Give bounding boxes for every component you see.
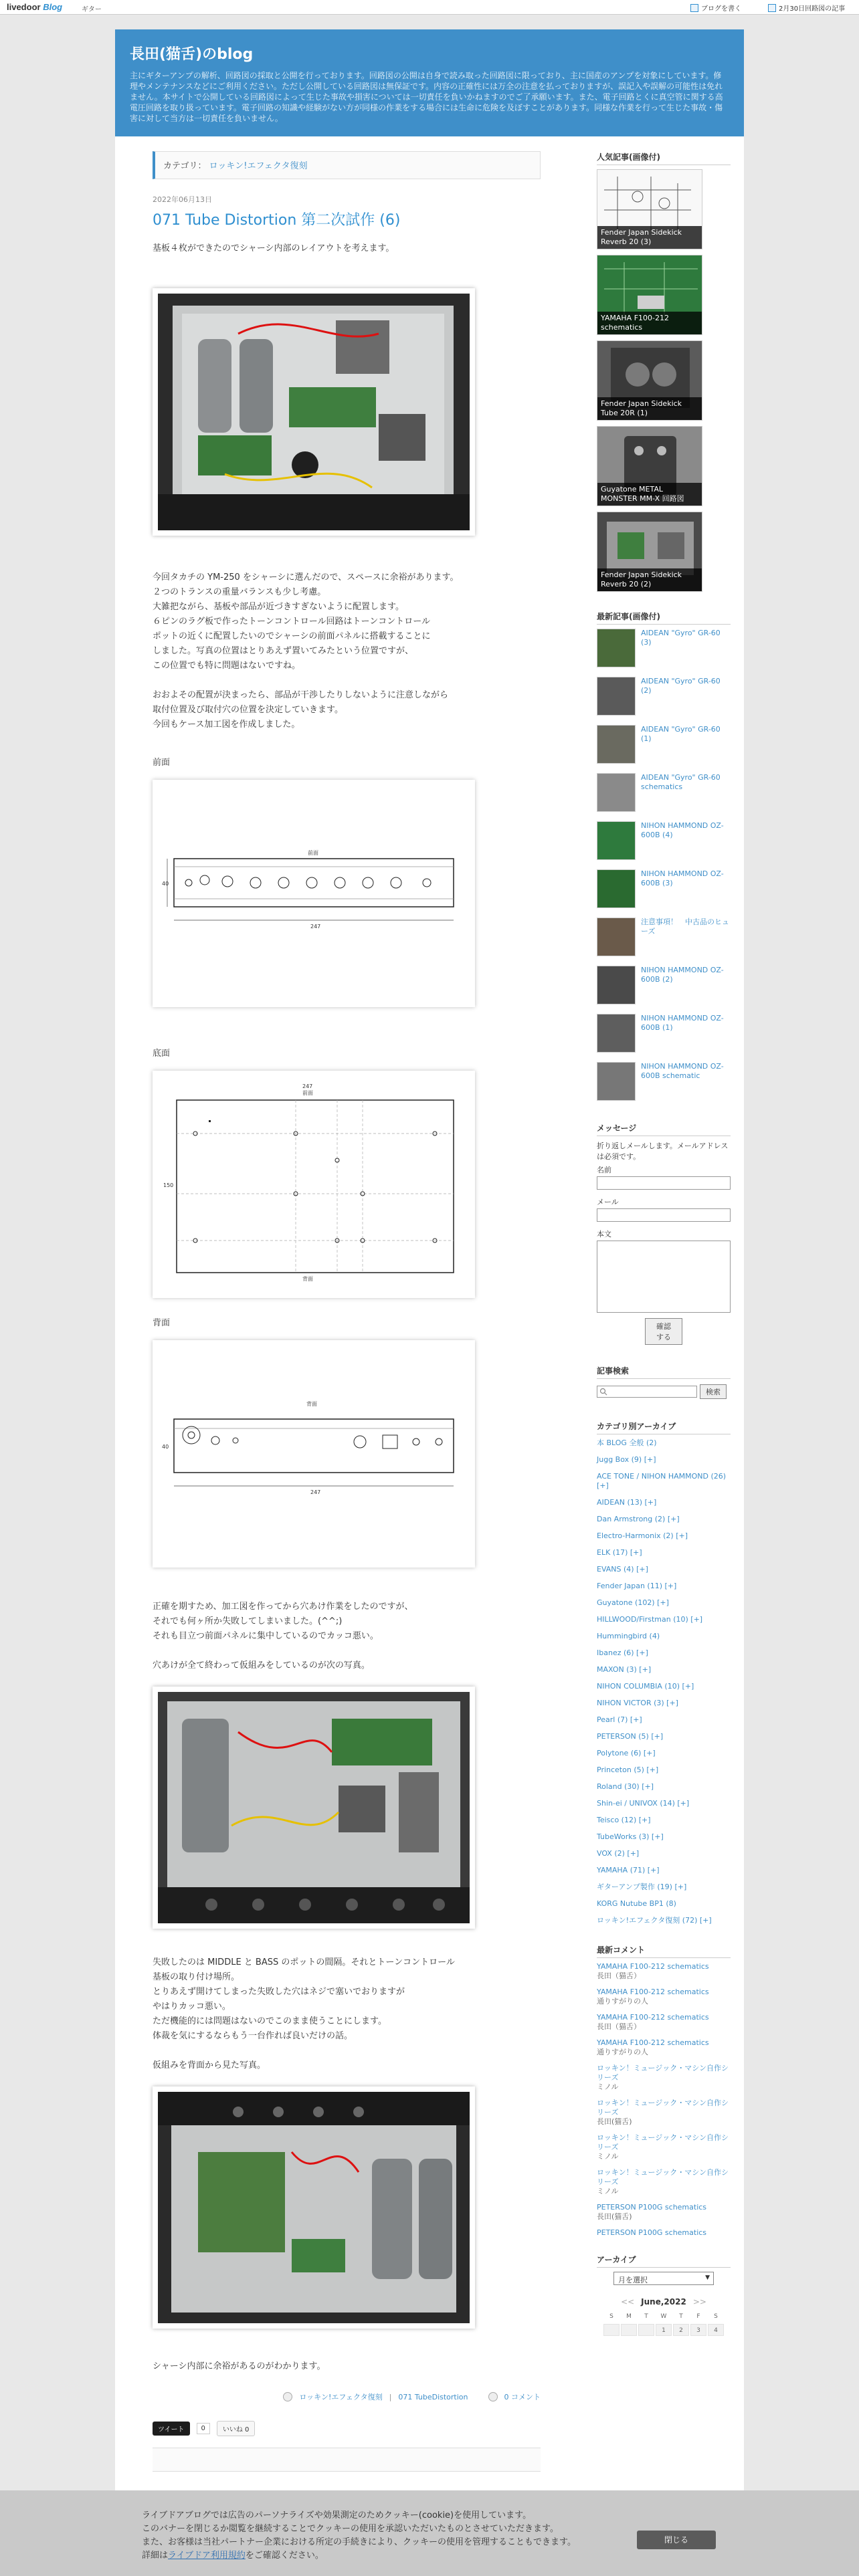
category-header [153, 151, 541, 179]
assembly-photo [158, 1692, 470, 1923]
recent-comment-author: 長田（猫舌） [597, 2022, 641, 2031]
tweet-button[interactable]: ツイート [153, 2422, 190, 2436]
latest-link[interactable]: AIDEAN "Gyro" GR-60 (3) [641, 629, 721, 647]
category-archive-link[interactable]: 本 BLOG 全般 (2) [597, 1438, 657, 1447]
p4-line: 正確を期すため、加工図を作ってから穴あけ作業をしたのですが、 [153, 1602, 413, 1612]
bottom-dim-height: 150 [163, 1182, 174, 1188]
category-archive-link[interactable]: TubeWorks (3) [+] [597, 1832, 664, 1841]
back-panel-drawing[interactable] [153, 1340, 475, 1568]
p6-line: やはりカッコ悪い。 [153, 2002, 231, 2012]
recent-comment-link[interactable]: YAMAHA F100-212 schematics [597, 2038, 709, 2047]
recent-comment [597, 2038, 731, 2057]
category-archive-link[interactable]: Hummingbird (4) [597, 1632, 660, 1640]
calendar-icon [768, 4, 776, 12]
paragraph-failures [153, 1955, 541, 2044]
bottom-drawing-front: 前面 [302, 1090, 313, 1096]
calendar-day[interactable]: 1 [656, 2324, 672, 2336]
p2-line: 今回タカチの YM-250 をシャーシに選んだので、スペースに余裕があります。 [153, 572, 459, 582]
p3-line: 今回もケース加工図を作成しました。 [153, 720, 300, 730]
latest-item[interactable] [597, 1062, 731, 1103]
category-archive-link[interactable]: Electro-Harmonix (2) [+] [597, 1531, 688, 1540]
popular-caption: Fender Japan Sidekick Reverb 20 (2) [597, 568, 702, 591]
recent-comment-author: 通りすがりの人 [597, 2048, 648, 2056]
recent-comment [597, 2203, 731, 2222]
recent-comment-author: ミノル [597, 2082, 619, 2091]
calendar-weekday: M [626, 2313, 632, 2320]
category-icon [283, 2392, 292, 2401]
recent-comment [597, 2133, 731, 2161]
category-archive-link[interactable]: HILLWOOD/Firstman (10) [+] [597, 1615, 703, 1624]
message-title: メッセージ [597, 1122, 731, 1136]
calendar-month: June,2022 [641, 2297, 686, 2306]
latest-link[interactable]: AIDEAN "Gyro" GR-60 (2) [641, 677, 721, 695]
calendar-weekday: S [714, 2313, 718, 2320]
recent-comment [597, 2099, 731, 2127]
latest-thumb [597, 1062, 636, 1101]
message-body-field[interactable] [597, 1241, 731, 1313]
latest-link[interactable]: NIHON HAMMOND OZ-600B (2) [641, 966, 724, 984]
front-panel-drawing[interactable] [153, 780, 475, 1007]
recent-comment [597, 2228, 731, 2238]
p6-line: とりあえず開けてしまった失敗した穴はネジで塞いでおりますが [153, 1987, 405, 1997]
p3-line: 取付位置及び取付穴の位置を決定していきます。 [153, 705, 343, 715]
name-field[interactable] [597, 1176, 731, 1190]
back-dim-height: 40 [162, 1444, 169, 1450]
latest-thumb [597, 918, 636, 956]
latest-link[interactable]: AIDEAN "Gyro" GR-60 schematics [641, 773, 721, 791]
recent-comment-link[interactable]: YAMAHA F100-212 schematics [597, 1988, 709, 1996]
latest-thumb [597, 869, 636, 908]
p6-line: ただ機能的には問題はないのでこのまま使うことにします。 [153, 2016, 387, 2026]
recent-comment [597, 2013, 731, 2032]
today-article-label: 2月30日回路図の記事 [779, 5, 846, 13]
chassis-photo-2[interactable] [153, 1687, 475, 1929]
recent-comment-link[interactable]: ロッキン！ミュージック・マシン自作シリーズ [597, 2064, 729, 2082]
calendar-day [603, 2324, 619, 2336]
category-archive-link[interactable]: Guyatone (102) [+] [597, 1598, 669, 1607]
p2-line: この位置でも特に問題はないですね。 [153, 661, 301, 671]
post-footer [153, 2389, 541, 2405]
calendar-day [621, 2324, 637, 2336]
bottom-drawing-back: 背面 [302, 1276, 313, 1282]
bottom-drawing-svg [162, 1080, 466, 1289]
latest-thumb [597, 677, 636, 716]
recent-comment-link[interactable]: ロッキン！ミュージック・マシン自作シリーズ [597, 2133, 729, 2151]
p4-line: それも目立つ前面パネルに集中しているのでカッコ悪い。 [153, 1631, 379, 1641]
category-archive-link[interactable]: NIHON COLUMBIA (10) [+] [597, 1682, 694, 1691]
latest-title: 最新記事(画像付) [597, 611, 731, 625]
latest-link[interactable]: NIHON HAMMOND OZ-600B (4) [641, 821, 724, 839]
logo-livedoor-text: livedoor [7, 2, 41, 12]
popular-item[interactable] [597, 169, 702, 249]
recent-comment-link[interactable]: YAMAHA F100-212 schematics [597, 1962, 709, 1971]
category-archive-link[interactable]: EVANS (4) [+] [597, 1565, 648, 1574]
category-archive-link[interactable]: Shin-ei / UNIVOX (14) [+] [597, 1799, 690, 1808]
paragraph-mistakes [153, 1600, 541, 1644]
chassis-photo-3[interactable] [153, 2086, 475, 2329]
latest-item[interactable] [597, 725, 731, 766]
paragraph-layout [153, 570, 541, 673]
p7: 仮組みを背面から見た写真。 [153, 2060, 266, 2070]
footer-category-link[interactable]: ロッキン!エフェクタ復刻 [299, 2393, 383, 2401]
p2-line: しました。写真の位置はとりあえず置いてみたという位置ですが、 [153, 646, 414, 656]
recent-comment-author: 長田(猫舌) [597, 2212, 632, 2221]
category-archive-link[interactable]: ギターアンプ製作 (19) [+] [597, 1883, 687, 1891]
popular-item[interactable] [597, 255, 702, 335]
pencil-icon [690, 4, 698, 12]
p6-line: 体裁を気にするならもう一台作れば良いだけの話。 [153, 2031, 353, 2041]
recent-comment-author: 通りすがりの人 [597, 1997, 648, 2006]
category-archive-link[interactable]: MAXON (3) [+] [597, 1665, 652, 1674]
terms-link[interactable]: ライブドア利用規約 [168, 2551, 246, 2561]
cookie-line: このバナーを閉じるか閲覧を継続することでクッキーの使用を承認いただいたものとさせていただきます。 [142, 2524, 559, 2534]
cookie-line: また、お客様は当社パートナー企業における所定の手続きにより、クッキーの使用を管理することもできます。 [142, 2537, 576, 2547]
calendar-weekday: F [696, 2313, 700, 2320]
recent-comment [597, 2168, 731, 2196]
recent-comment-author: ミノル [597, 2187, 619, 2195]
recent-comment-link[interactable]: PETERSON P100G schematics [597, 2203, 707, 2212]
category-archive-link[interactable]: PETERSON (5) [+] [597, 1732, 664, 1741]
category-archive-link[interactable]: Roland (30) [+] [597, 1782, 654, 1791]
category-archive-link[interactable]: YAMAHA (71) [+] [597, 1866, 660, 1874]
latest-item[interactable] [597, 1014, 731, 1055]
category-archive-title: カテゴリ別アーカイブ [597, 1420, 731, 1434]
search-icon [599, 1388, 607, 1396]
back-drawing-svg [162, 1350, 466, 1558]
category-archive-link[interactable]: ロッキン!エフェクタ復刻 (72) [+] [597, 1916, 712, 1925]
latest-thumb [597, 966, 636, 1004]
latest-item[interactable] [597, 821, 731, 863]
cookie-terms-pre: 詳細は [142, 2551, 169, 2561]
today-article-link[interactable] [768, 3, 845, 13]
post-date: 2022年06月13日 [153, 195, 212, 204]
latest-thumb [597, 821, 636, 860]
category-archive-link[interactable]: Jugg Box (9) [+] [597, 1455, 656, 1464]
latest-thumb [597, 773, 636, 812]
p2-line: ２つのトランスの重量バランスも少し考慮。 [153, 587, 326, 597]
search-input[interactable] [597, 1386, 697, 1398]
calendar-day[interactable]: 2 [673, 2324, 689, 2336]
tweet-count: 0 [197, 2423, 210, 2434]
category-archive-link[interactable]: KORG Nutube BP1 (8) [597, 1899, 676, 1908]
logo-blog-text: Blog [43, 2, 63, 12]
category-archive-link[interactable]: ACE TONE / NIHON HAMMOND (26) [+] [597, 1472, 727, 1490]
recent-comment-author: 長田(猫舌) [597, 2117, 632, 2126]
latest-link[interactable]: NIHON HAMMOND OZ-600B (3) [641, 869, 724, 887]
email-field[interactable] [597, 1208, 731, 1222]
latest-thumb [597, 629, 636, 667]
p6-line: 失敗したのは MIDDLE と BASS のポットの間隔。それとトーンコントロール [153, 1957, 455, 1967]
front-drawing-title: 前面 [308, 850, 318, 856]
latest-item[interactable] [597, 677, 731, 718]
archive-select-value: 月を選択 [618, 2276, 648, 2284]
cookie-terms-post: をご確認ください。 [245, 2551, 324, 2561]
recent-comment-link[interactable]: PETERSON P100G schematics [597, 2228, 707, 2237]
confirm-button[interactable]: 確認する [645, 1318, 682, 1345]
message-description: 折り返しメールします。メールアドレスは必須です。 [597, 1142, 729, 1161]
calendar-grid [597, 2311, 731, 2336]
latest-link[interactable]: NIHON HAMMOND OZ-600B (1) [641, 1014, 724, 1032]
cookie-line: ライブドアブログでは広告のパーソナライズや効果測定のためクッキー(cookie)を使用しています。 [142, 2510, 532, 2520]
bottom-label: 底面 [153, 1049, 171, 1059]
latest-link[interactable]: 注意事項！ 中古品のヒューズ [641, 918, 729, 936]
p2-line: ６ピンのラグ板で作ったトーンコントロール回路はトーンコントロール [153, 617, 430, 627]
calendar-weekday: T [679, 2313, 683, 2320]
latest-item[interactable] [597, 629, 731, 670]
category-archive-link[interactable]: Princeton (5) [+] [597, 1765, 659, 1774]
latest-thumb [597, 725, 636, 764]
latest-item[interactable] [597, 966, 731, 1007]
recent-comment-link[interactable]: ロッキン！ミュージック・マシン自作シリーズ [597, 2168, 729, 2186]
latest-item[interactable] [597, 918, 731, 959]
genre-link[interactable]: ギター [82, 6, 102, 13]
blog-header [115, 29, 744, 136]
recent-comments-title: 最新コメント [597, 1944, 731, 1958]
write-blog-link[interactable] [690, 3, 741, 13]
category-archive-link[interactable]: AIDEAN (13) [+] [597, 1498, 657, 1507]
blog-title[interactable]: 長田(猫舌)のblog [130, 46, 254, 63]
archive-title: アーカイブ [597, 2254, 731, 2268]
recent-comment [597, 2064, 731, 2092]
popular-title: 人気記事(画像付) [597, 151, 731, 165]
search-button[interactable]: 検索 [700, 1384, 727, 1399]
category-archive-link[interactable]: Teisco (12) [+] [597, 1816, 651, 1824]
cookie-close-button[interactable]: 閉じる [637, 2531, 716, 2549]
name-label: 名前 [597, 1166, 611, 1174]
category-label: カテゴリ： [163, 161, 207, 171]
share-buttons [153, 2421, 541, 2436]
latest-thumb [597, 1014, 636, 1053]
latest-item[interactable] [597, 869, 731, 911]
front-drawing-svg [162, 789, 466, 998]
paragraph-drilling [153, 688, 541, 732]
front-dim-height: 40 [162, 881, 169, 887]
cookie-line-terms [142, 2549, 576, 2563]
popular-caption: Fender Japan Sidekick Reverb 20 (3) [597, 226, 702, 249]
popular-caption: Guyatone METAL MONSTER MM-X 回路図 [597, 483, 702, 506]
recent-comment [597, 1988, 731, 2006]
cookie-text [142, 2509, 576, 2563]
p2-line: 大雑把ながら、基板や部品が近づきすぎないように配置します。 [153, 602, 404, 612]
main-column [153, 151, 541, 2472]
like-button[interactable]: いいね 0 [217, 2421, 256, 2436]
calendar-day [638, 2324, 654, 2336]
calendar-weekday: S [609, 2313, 613, 2320]
category-link[interactable]: ロッキン!エフェクタ復刻 [209, 161, 308, 171]
p4-line: それでも何ヶ所か失敗してしまいました。(^^;) [153, 1616, 343, 1626]
bottom-dim-width: 247 [302, 1083, 313, 1089]
p8: シャーシ内部に余裕があるのがわかります。 [153, 2361, 326, 2371]
calendar-next[interactable]: >> [692, 2297, 706, 2306]
footer-separator: | [389, 2392, 392, 2401]
calendar-weekday: T [644, 2313, 648, 2320]
calendar-day[interactable]: 4 [708, 2324, 724, 2336]
back-dim-width: 247 [310, 1489, 321, 1495]
search-title: 記事検索 [597, 1365, 731, 1379]
recent-comment-author: ミノル [597, 2152, 619, 2161]
back-label: 背面 [153, 1318, 171, 1328]
front-dim-width: 247 [310, 924, 321, 930]
post-title[interactable]: 071 Tube Distortion 第二次試作 (6) [153, 212, 401, 229]
popular-item[interactable] [597, 512, 702, 592]
p6-line: 基板の取り付け場所。 [153, 1972, 240, 1982]
popular-caption: YAMAHA F100-212 schematics [597, 312, 702, 334]
calendar-header [597, 2297, 731, 2306]
category-archive-link[interactable]: Pearl (7) [+] [597, 1715, 642, 1724]
category-archive-link[interactable]: ELK (17) [+] [597, 1548, 642, 1557]
archive-month-select[interactable] [613, 2272, 714, 2285]
chassis-photo-1[interactable] [153, 288, 475, 536]
calendar-weekday: W [660, 2313, 667, 2320]
category-archive-link[interactable]: Dan Armstrong (2) [+] [597, 1515, 680, 1523]
blog-description: 主にギターアンプの解析、回路図の採取と公開を行っております。回路図の公開は自身で読み取った回路図に限っており、主に国産のアンプを対象にしています。修理やメンテナンスなどにご利用ください。ただし公開している回路図は無保証です。内容の正確性には万全の注意を払っておりますが、誤記入や誤解の可能性は免れません。本サイトで公開している回路図によって生じた事故や損害については一切責任を負いかねますのでご了承願います。また、電子回路とくに真空管に関する高電圧回路を取り扱っています。電子回路の知識や経験がない方が同様の作業をする場合には生命に危険を及ぼすことがあります。同様な作業を行って生じた事故・傷害に対して当方は一切責任を負いません。 [130, 71, 723, 123]
cookie-banner [0, 2490, 859, 2576]
popular-item[interactable] [597, 340, 702, 421]
latest-item[interactable] [597, 773, 731, 815]
category-archive-link[interactable]: NIHON VICTOR (3) [+] [597, 1699, 678, 1707]
p5: 穴あけが全て終わって仮組みをしているのが次の写真。 [153, 1660, 370, 1671]
calendar-prev[interactable]: << [621, 2297, 635, 2306]
post-pager [153, 2448, 541, 2472]
chevron-down-icon: ▼ [705, 2274, 710, 2281]
category-archive-link[interactable]: VOX (2) [+] [597, 1849, 640, 1858]
back-drawing-title: 背面 [306, 1401, 317, 1407]
footer-comments-link[interactable]: 0 コメント [504, 2393, 541, 2401]
recent-comment-link[interactable]: ロッキン！ミュージック・マシン自作シリーズ [597, 2099, 729, 2117]
front-label: 前面 [153, 758, 171, 768]
latest-link[interactable]: AIDEAN "Gyro" GR-60 (1) [641, 725, 721, 743]
recent-comment-link[interactable]: YAMAHA F100-212 schematics [597, 2013, 709, 2022]
write-blog-label: ブログを書く [701, 5, 741, 13]
recent-comment [597, 1962, 731, 1981]
mail-label: メール [597, 1198, 619, 1206]
latest-link[interactable]: NIHON HAMMOND OZ-600B schematic [641, 1062, 724, 1080]
category-archive-link[interactable]: Polytone (6) [+] [597, 1749, 656, 1757]
post-intro: 基板４枚ができたのでシャーシ内部のレイアウトを考えます。 [153, 243, 395, 253]
livedoor-topbar [0, 0, 859, 15]
footer-tag-link[interactable]: 071 TubeDistortion [398, 2392, 468, 2401]
chassis-layout-photo [158, 294, 470, 530]
livedoor-blog-logo[interactable] [7, 2, 62, 12]
popular-caption: Fender Japan Sidekick Tube 20R (1) [597, 397, 702, 420]
p3-line: おおよその配置が決まったら、部品が干渉したりしないように注意しながら [153, 690, 449, 700]
recent-comment-author: 長田（猫舌） [597, 1971, 641, 1980]
bottom-panel-drawing[interactable] [153, 1071, 475, 1298]
search-row [597, 1384, 731, 1399]
p2-line: ポットの近くに配置したいのでシャーシの前面パネルに搭載することに [153, 631, 431, 641]
popular-item[interactable] [597, 426, 702, 506]
calendar-day[interactable]: 3 [690, 2324, 706, 2336]
rear-view-photo [158, 2092, 470, 2323]
body-label: 本文 [597, 1230, 611, 1239]
category-archive-link[interactable]: Ibanez (6) [+] [597, 1648, 648, 1657]
comment-icon [488, 2392, 498, 2401]
category-archive-link[interactable]: Fender Japan (11) [+] [597, 1582, 677, 1590]
sidebar [597, 151, 731, 2336]
blog-page [115, 29, 744, 2576]
